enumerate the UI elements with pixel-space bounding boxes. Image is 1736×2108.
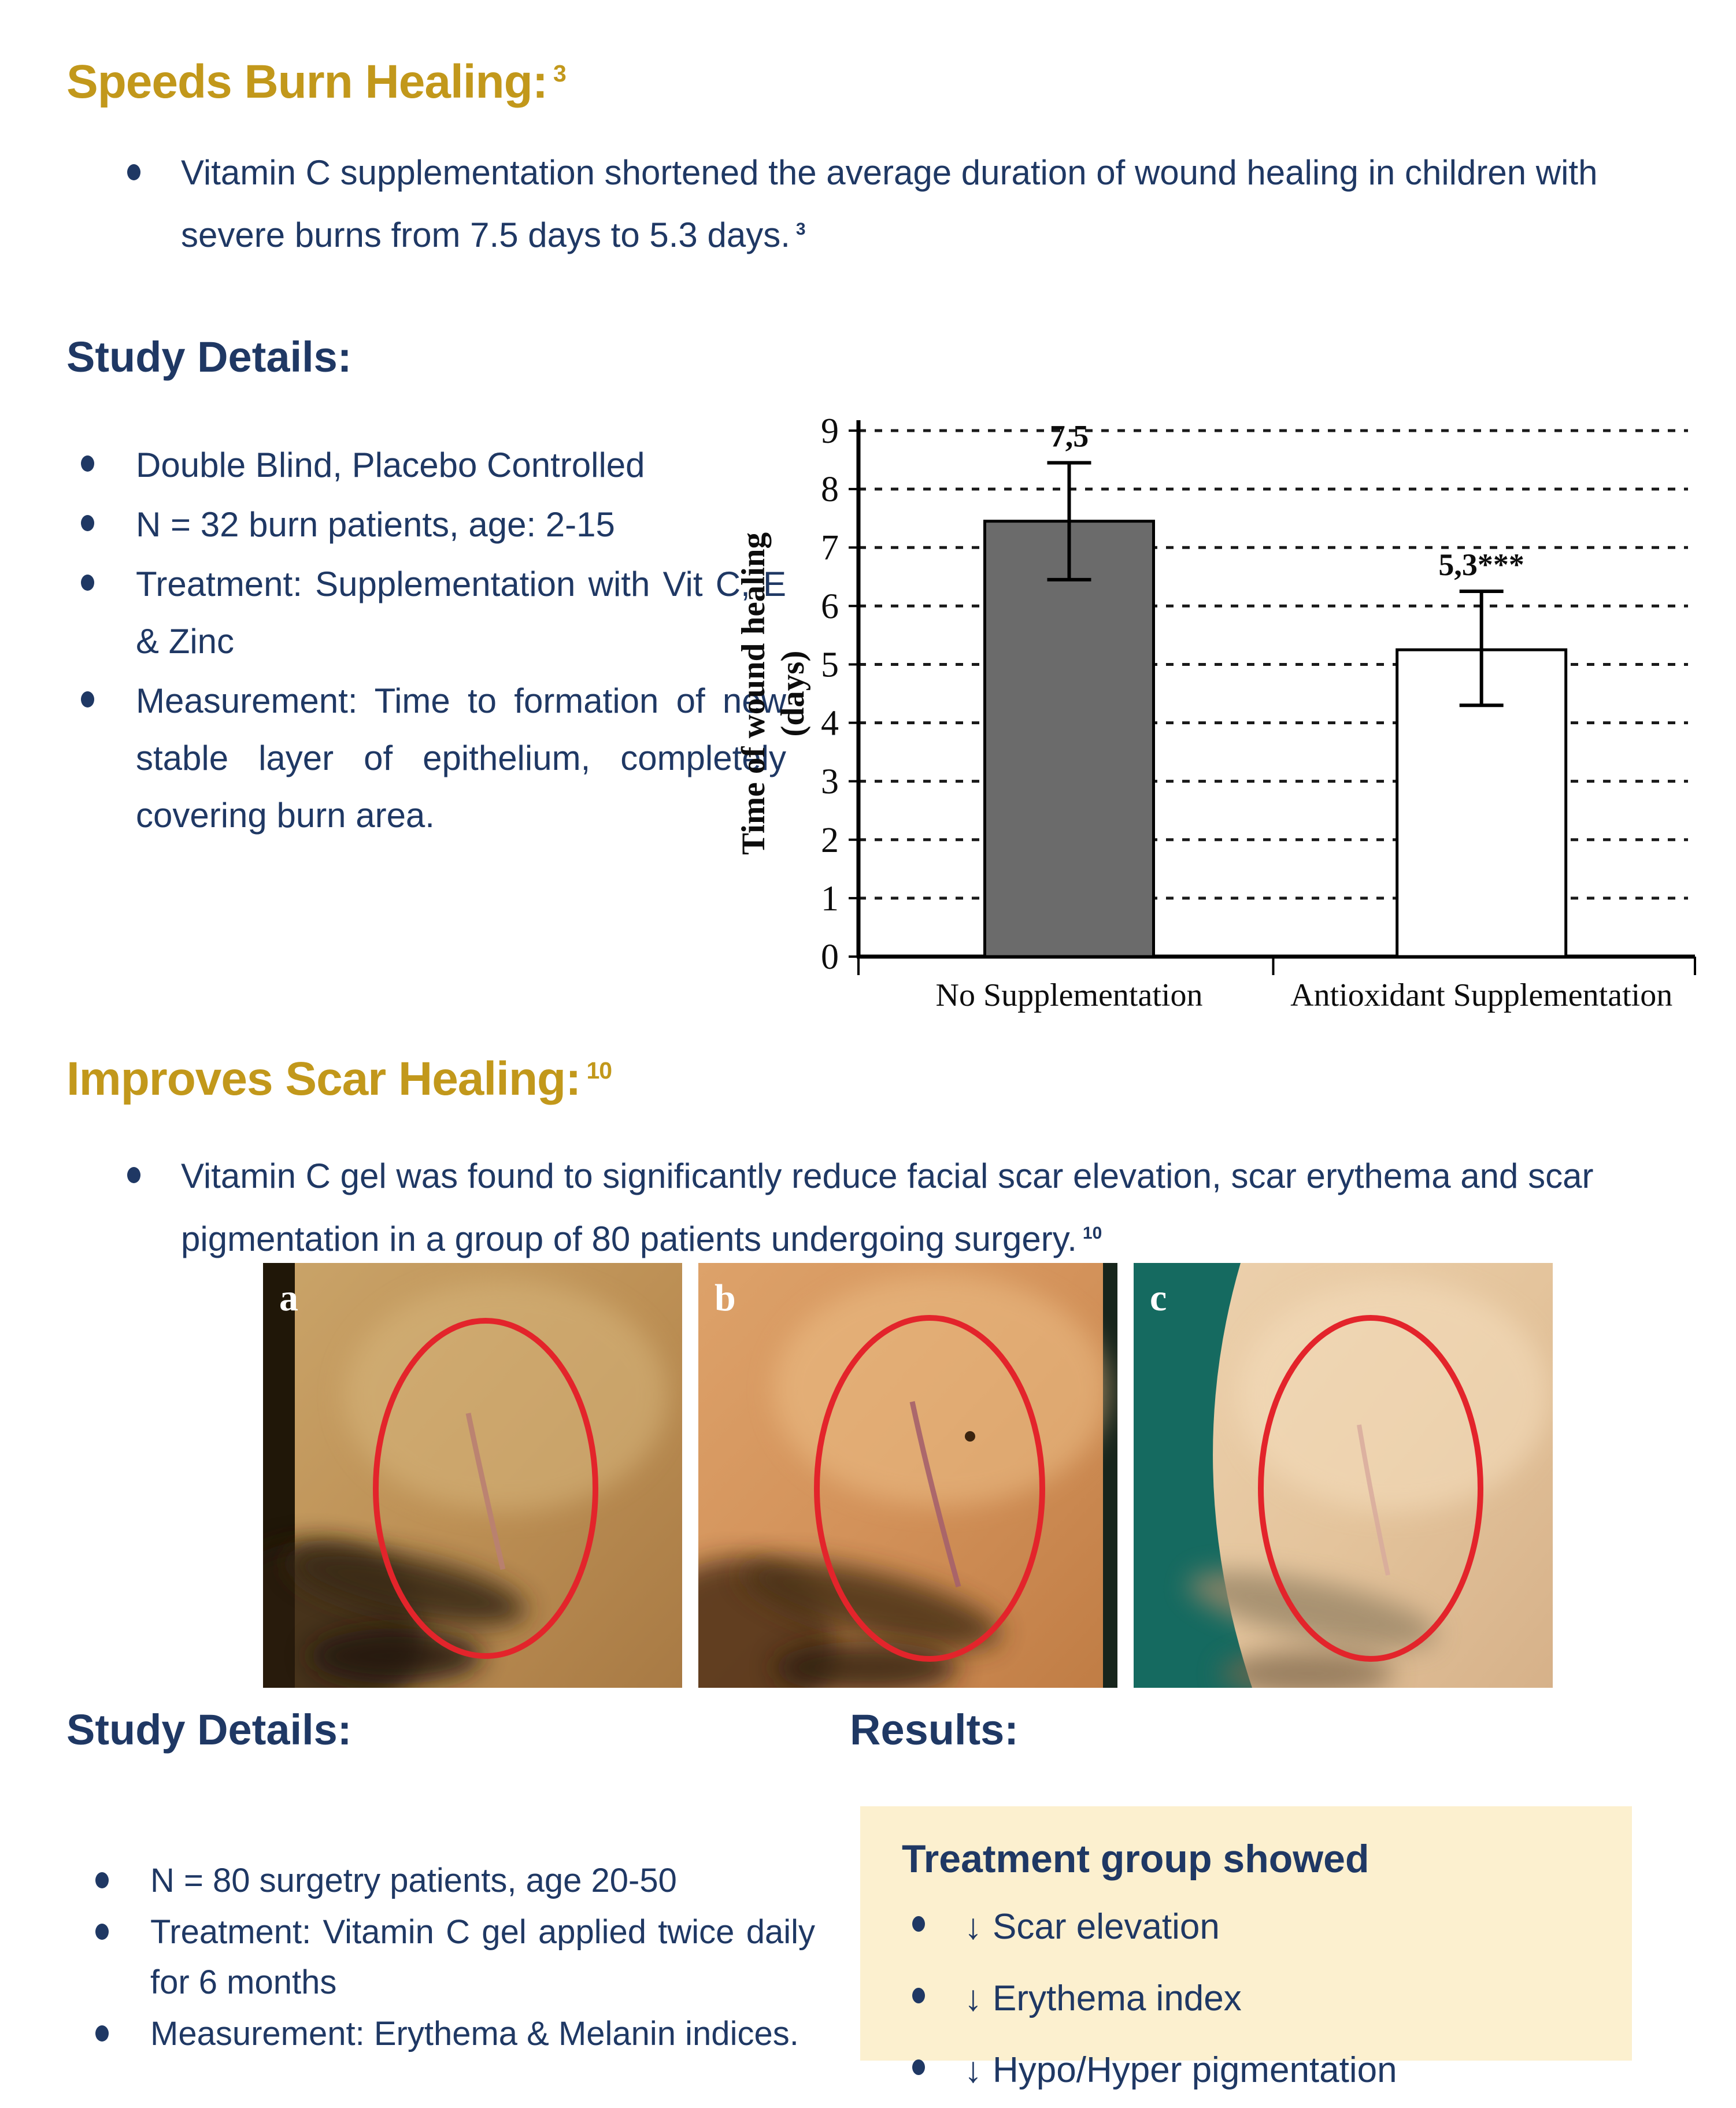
svg-text:2: 2 xyxy=(821,820,839,860)
list-item-text: Treatment: Supplementation with Vit C, E & Zinc xyxy=(136,565,786,661)
svg-text:Antioxidant Supplementation: Antioxidant Supplementation xyxy=(1290,977,1673,1013)
list-item-text: N = 80 surgetry patients, age 20-50 xyxy=(150,1862,677,1899)
list-item-text: Double Blind, Placebo Controlled xyxy=(136,446,645,484)
bullet-dot xyxy=(95,2025,109,2042)
bullet-dot xyxy=(912,1988,925,2003)
svg-text:6: 6 xyxy=(821,587,839,627)
svg-text:No Supplementation: No Supplementation xyxy=(935,977,1203,1013)
results-box-heading: Treatment group showed xyxy=(902,1837,1369,1881)
bullet-dot xyxy=(81,515,94,531)
down-arrow-icon: ↓ xyxy=(964,2050,982,2090)
results-callout-box xyxy=(860,1806,1632,2090)
bullet-dot xyxy=(127,1167,140,1183)
study-details-2-list xyxy=(95,1855,824,2060)
svg-text:5,3***: 5,3*** xyxy=(1438,547,1524,583)
results-title: Results: xyxy=(850,1706,1019,1754)
scar-photo-b xyxy=(698,1263,1117,1688)
svg-text:9: 9 xyxy=(821,412,839,451)
list-item xyxy=(81,672,804,844)
bullet-row xyxy=(127,145,1630,264)
section-title-text: Improves Scar Healing: xyxy=(66,1053,581,1105)
bar-chart-canvas xyxy=(734,393,1711,1040)
svg-text:4: 4 xyxy=(821,703,839,743)
scar-photo-a xyxy=(263,1263,682,1688)
scar-photo-c xyxy=(1134,1263,1553,1688)
scar-photo-c-image xyxy=(1134,1263,1553,1688)
list-item xyxy=(81,496,804,553)
section-title-burn-healing xyxy=(66,55,566,109)
bullet-text xyxy=(181,145,1615,264)
photo-label-a: a xyxy=(279,1277,298,1319)
reference-superscript: 10 xyxy=(586,1057,612,1084)
bullet-dot xyxy=(912,2059,925,2075)
svg-text:8: 8 xyxy=(821,470,839,510)
reference-superscript: 3 xyxy=(795,220,806,239)
result-item xyxy=(902,2044,1632,2096)
list-item-text: Measurement: Erythema & Melanin indices. xyxy=(150,2015,799,2053)
section-title-text: Speeds Burn Healing: xyxy=(66,55,548,108)
bullet-dot xyxy=(95,1872,109,1888)
reference-superscript: 3 xyxy=(553,60,566,87)
bullet-dot xyxy=(81,691,94,707)
study-details-1-list xyxy=(81,436,804,846)
list-item xyxy=(81,436,804,494)
scar-healing-bullet xyxy=(127,1147,1653,1268)
photo-label-c: c xyxy=(1150,1277,1167,1319)
list-item xyxy=(81,555,804,670)
bullet-sentence: Vitamin C supplementation shortened the average duration of wound healing in children with severe burns from 7.5 days to 5.3 days. xyxy=(181,153,1598,254)
section-title-scar-healing xyxy=(66,1052,612,1106)
list-item-text: Measurement: Time to formation of new stable layer of epithelium, completely covering burn area. xyxy=(136,681,786,835)
svg-text:Time of wound healing: Time of wound healing xyxy=(735,532,772,855)
down-arrow-icon: ↓ xyxy=(964,1907,982,1947)
result-item-text: Scar elevation xyxy=(993,1907,1220,1947)
svg-text:(days): (days) xyxy=(775,650,811,737)
list-item xyxy=(95,1855,824,1906)
svg-text:3: 3 xyxy=(821,762,839,802)
result-item-text: Hypo/Hyper pigmentation xyxy=(993,2050,1397,2090)
list-item xyxy=(95,2009,824,2059)
svg-text:7,5: 7,5 xyxy=(1049,418,1089,454)
burn-healing-bullet xyxy=(127,145,1630,264)
bullet-text xyxy=(181,1147,1626,1268)
result-item xyxy=(902,1973,1632,2025)
list-item-text: Treatment: Vitamin C gel applied twice daily for 6 months xyxy=(150,1913,815,2001)
bullet-dot xyxy=(95,1924,109,1940)
result-item xyxy=(902,1901,1632,1953)
svg-text:0: 0 xyxy=(821,938,839,977)
svg-text:1: 1 xyxy=(821,879,839,918)
photo-label-b: b xyxy=(715,1277,736,1319)
study-details-1-title: Study Details: xyxy=(66,333,352,381)
bullet-dot xyxy=(912,1916,925,1932)
result-item-text: Erythema index xyxy=(993,1979,1242,2018)
svg-text:7: 7 xyxy=(821,528,839,568)
bullet-dot xyxy=(127,164,140,180)
list-item xyxy=(95,1907,824,2007)
scar-photo-figure xyxy=(263,1263,1553,1688)
reference-superscript: 10 xyxy=(1082,1224,1102,1243)
svg-text:5: 5 xyxy=(821,645,839,685)
bullet-dot xyxy=(81,455,94,472)
bullet-row xyxy=(127,1147,1653,1268)
scar-photo-b-image xyxy=(698,1263,1117,1688)
down-arrow-icon: ↓ xyxy=(964,1979,982,2018)
bullet-dot xyxy=(81,575,94,591)
bullet-sentence: Vitamin C gel was found to significantly reduce facial scar elevation, scar erythema and scar pigmentation in a group of 80 patients undergoing surgery. xyxy=(181,1157,1594,1258)
list-item-text: N = 32 burn patients, age: 2-15 xyxy=(136,505,615,544)
study-details-2-title: Study Details: xyxy=(66,1706,352,1754)
wound-healing-bar-chart xyxy=(734,393,1711,1040)
scar-photo-a-image xyxy=(263,1263,682,1688)
